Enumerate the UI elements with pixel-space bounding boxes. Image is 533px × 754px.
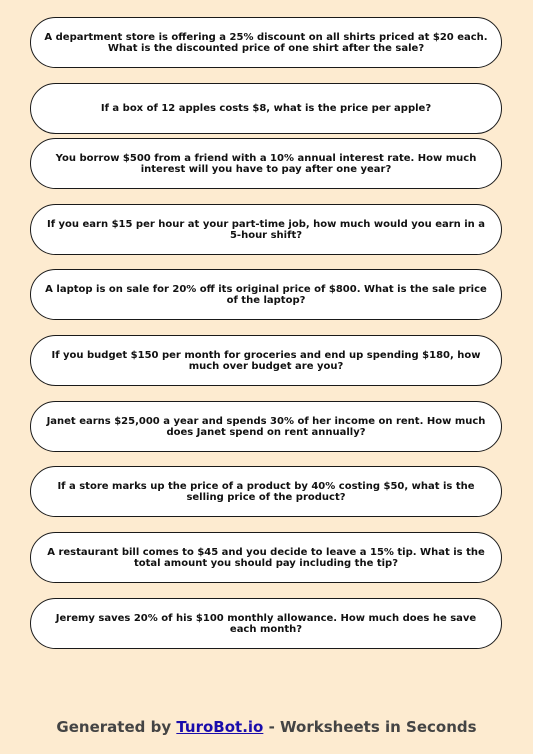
question-text: A department store is offering a 25% discount on all shirts priced at $20 each. What is the discounted price of one shirt after the sale? xyxy=(44,31,488,54)
question-text: If you earn $15 per hour at your part-time job, how much would you earn in a 5-hour shift? xyxy=(46,218,486,241)
question-card xyxy=(30,17,502,68)
footer-prefix: Generated by xyxy=(56,718,177,736)
question-text: Janet earns $25,000 a year and spends 30% of her income on rent. How much does Janet spend on rent annually? xyxy=(46,415,486,438)
question-card xyxy=(30,466,502,517)
question-text: A laptop is on sale for 20% off its original price of $800. What is the sale price of the laptop? xyxy=(45,283,487,306)
question-text: You borrow $500 from a friend with a 10% annual interest rate. How much interest will you have to pay after one year? xyxy=(55,152,477,175)
footer-suffix: - Worksheets in Seconds xyxy=(263,718,477,736)
question-card xyxy=(30,335,502,386)
question-text: Jeremy saves 20% of his $100 monthly allowance. How much does he save each month? xyxy=(55,612,477,635)
question-text: A restaurant bill comes to $45 and you decide to leave a 15% tip. What is the total amount you should pay including the tip? xyxy=(47,546,485,569)
question-card xyxy=(30,83,502,134)
question-text: If a store marks up the price of a product by 40% costing $50, what is the selling price of the product? xyxy=(57,480,475,503)
turobot-link[interactable]: TuroBot.io xyxy=(176,718,264,736)
question-text: If a box of 12 apples costs $8, what is the price per apple? xyxy=(100,103,432,114)
question-card xyxy=(30,204,502,255)
question-card xyxy=(30,532,502,583)
question-text: If you budget $150 per month for groceries and end up spending $180, how much over budget are you? xyxy=(51,349,481,372)
question-card xyxy=(30,401,502,452)
question-card xyxy=(30,598,502,649)
question-card xyxy=(30,269,502,320)
footer xyxy=(0,718,533,736)
question-card xyxy=(30,138,502,189)
